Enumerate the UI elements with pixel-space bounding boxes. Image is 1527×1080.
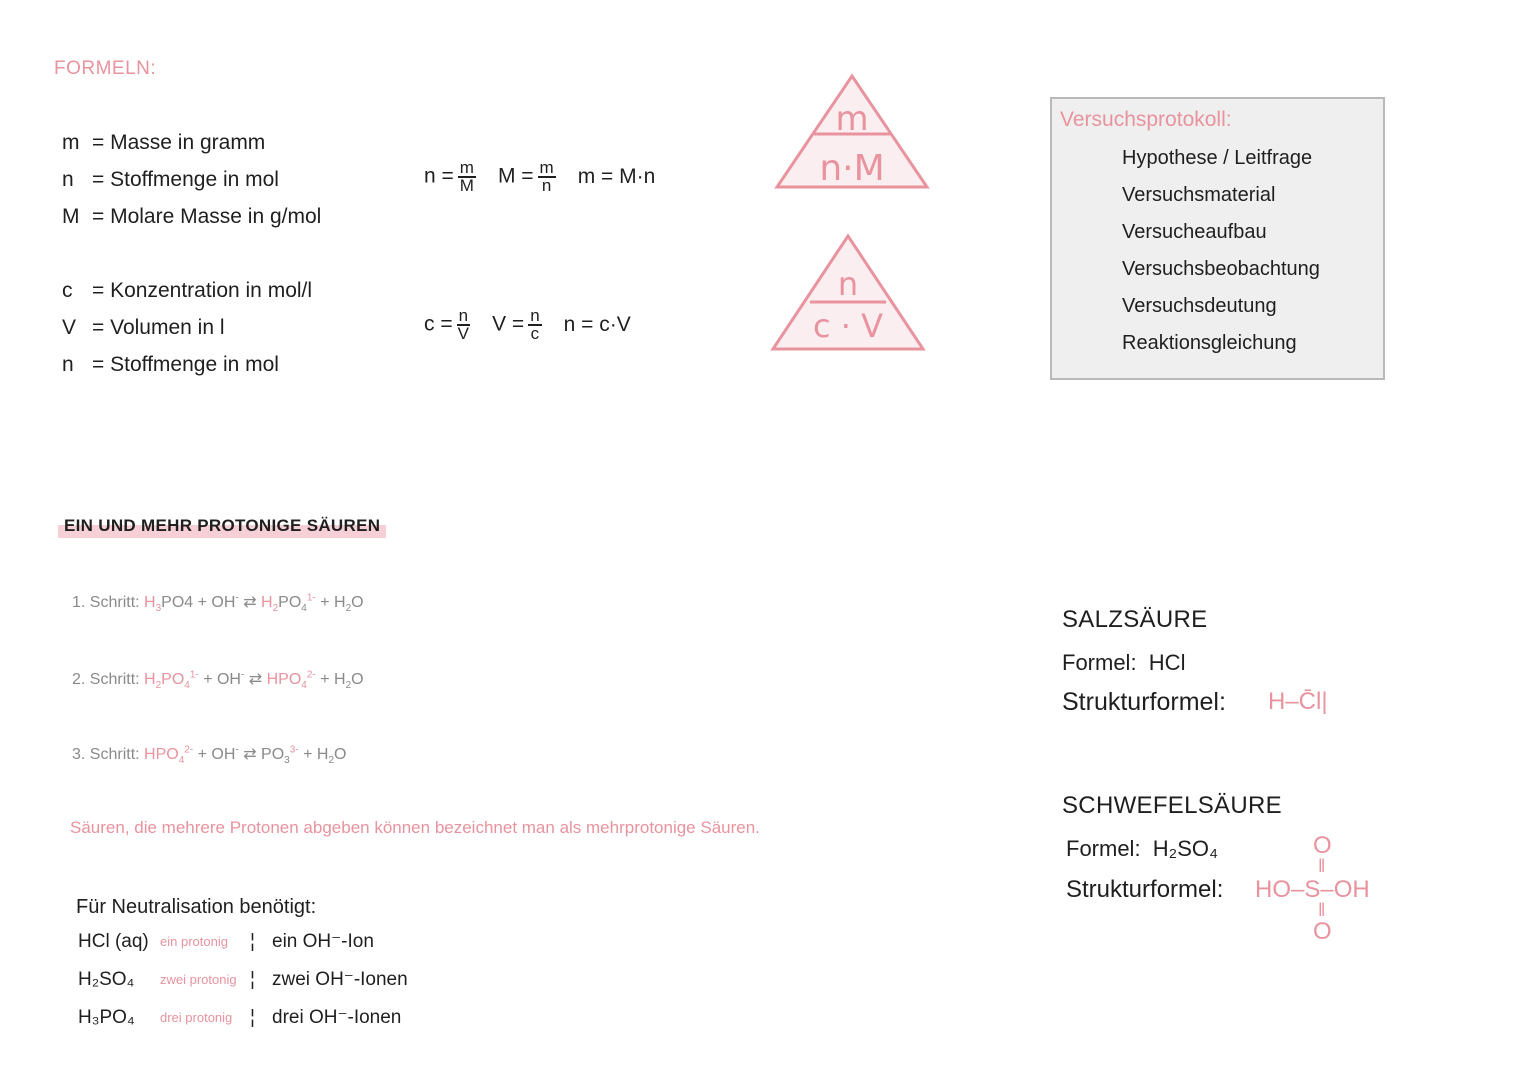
equation-M: M = $\frac{m}{n}$ [497, 158, 554, 195]
schwefelsaeure-structure: Strukturformel: [1066, 876, 1224, 903]
double-bond-bottom: ‖ [1318, 900, 1326, 920]
list-item: Versucheaufbau [1122, 221, 1267, 243]
mass-triangle-top: m [835, 99, 869, 139]
definition-row: m = Masse in gramm [62, 131, 266, 154]
reaction-step-3: 3. Schritt: $HPO_4^{2-} + OH^-$ ⇄ $PO_3^{3-} + H_2O$ [72, 744, 347, 767]
list-item: Hypothese / Leitfrage [1122, 147, 1313, 169]
list-item: Versuchsmaterial [1122, 184, 1276, 206]
protocol-title: Versuchsprotokoll: [1060, 108, 1232, 131]
neutralisation-title: Für Neutralisation benötigt: [76, 896, 317, 918]
concentration-triangle [768, 232, 928, 352]
concentration-equations [424, 308, 631, 342]
concentration-triangle-bottom: c · V [813, 307, 883, 345]
double-bond-top: ‖ [1318, 856, 1326, 876]
definition-row: n = Stoffmenge in mol [62, 168, 279, 191]
definition-row: c = Konzentration in mol/l [62, 279, 313, 302]
mass-equations [424, 160, 655, 194]
neutralisation-row: HCl (aq) ein protonig ¦ ein OH⁻-Ion [78, 930, 374, 952]
list-item: Versuchsbeobachtung [1122, 258, 1320, 280]
protocol-list [1122, 140, 1320, 362]
mass-triangle-bottom: n·M [819, 148, 885, 189]
divider: ¦ [250, 968, 255, 990]
concentration-definitions [62, 272, 312, 383]
list-item: Versuchsdeutung [1122, 295, 1277, 317]
salzsaeure-structure-formula: H–C̄l| [1268, 688, 1328, 715]
equation-c: c = $\frac{n}{V}$ [424, 306, 470, 343]
equation-n-conc: n = c·V [563, 313, 631, 336]
definition-row: M = Molare Masse in g/mol [62, 205, 322, 228]
concentration-triangle-top: n [837, 265, 859, 303]
definition-row: n = Stoffmenge in mol [62, 353, 279, 376]
schwefelsaeure-formula: Formel: H₂SO₄ [1066, 836, 1218, 861]
salzsaeure-heading: SALZSÄURE [1062, 606, 1208, 633]
polyprotic-note: Säuren, die mehrere Protonen abgeben können bezeichnet man als mehrprotonige Säuren. [70, 818, 760, 837]
divider: ¦ [250, 930, 255, 952]
neutralisation-row: H₂SO₄ zwei protonig ¦ zwei OH⁻-Ionen [78, 968, 408, 990]
sulfur-oxygen-bottom: O [1313, 918, 1332, 945]
mass-triangle [772, 72, 932, 192]
reaction-step-2: 2. Schritt: $H_2PO_4^{1-} + OH^-$ ⇄ $HPO_4^{2-} + H_2O$ [72, 669, 364, 692]
acids-heading: EIN UND MEHR PROTONIGE SÄUREN [58, 514, 386, 538]
schwefelsaeure-heading: SCHWEFELSÄURE [1062, 792, 1282, 819]
neutralisation-row: H₃PO₄ drei protonig ¦ drei OH⁻-Ionen [78, 1006, 402, 1028]
equation-n: n = $\frac{m}{M}$ [424, 158, 474, 195]
salzsaeure-formula: Formel: HCl [1062, 650, 1186, 675]
sulfur-oxygen-top: O [1313, 832, 1332, 859]
formeln-heading: FORMELN: [54, 58, 157, 79]
divider: ¦ [250, 1006, 255, 1028]
mass-definitions [62, 124, 321, 235]
equation-V: V = $\frac{n}{c}$ [492, 306, 540, 343]
schwefelsaeure-structure-formula: HO–S–OH [1255, 876, 1370, 903]
equation-m: m = M·n [577, 165, 656, 188]
list-item: Reaktionsgleichung [1122, 332, 1297, 354]
definition-row: V = Volumen in l [62, 316, 225, 339]
reaction-step-1: 1. Schritt: $H_3PO4 + OH^-$ ⇄ $H_2PO_4^{1-} + H_2O$ [72, 592, 364, 615]
salzsaeure-structure: Strukturformel: [1062, 688, 1226, 716]
